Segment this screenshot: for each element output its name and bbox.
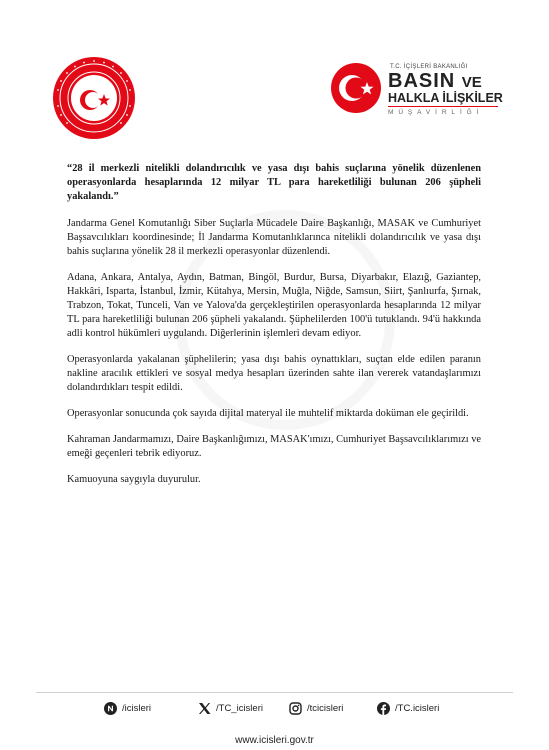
social-handle: /TC.icisleri bbox=[395, 703, 440, 714]
social-link-instagram[interactable] bbox=[289, 702, 343, 715]
brand-ministry-label: T.C. İÇİŞLERİ BAKANLIĞI bbox=[390, 64, 468, 70]
website-link[interactable]: www.icisleri.gov.tr bbox=[235, 735, 314, 746]
social-link-x[interactable] bbox=[198, 702, 263, 715]
social-handle: /icisleri bbox=[122, 703, 152, 714]
facebook-icon bbox=[377, 702, 390, 715]
press-release-body bbox=[67, 162, 481, 499]
paragraph: Kamuoyuna saygıyla duyurulur. bbox=[67, 474, 201, 485]
footer-divider bbox=[36, 692, 513, 693]
brand-basin: BASIN bbox=[388, 70, 456, 92]
nsosyal-icon bbox=[104, 702, 117, 715]
brand-subtitle: HALKLA İLİŞKİLER bbox=[388, 91, 503, 105]
x-icon bbox=[198, 702, 211, 715]
paragraph: Jandarma Genel Komutanlığı Siber Suçlarla Mücadele Daire Başkanlığı, MASAK ve Cumhuriyet Başsavcılıkları koordinesinde; İl Jandarma Komutanlıklarınca nitelikli dolandırıcılık ve yasa dışı bahis suçlarına yönelik 28 il merkezli operasyonlar düzenlendi. bbox=[67, 218, 481, 257]
social-handle: /TC_icisleri bbox=[216, 703, 263, 714]
crescent-star-icon bbox=[330, 62, 382, 114]
ministry-seal-logo bbox=[52, 56, 136, 140]
basin-halkla-iliskiler-logo bbox=[330, 62, 503, 124]
paragraph: Adana, Ankara, Antalya, Aydın, Batman, Bingöl, Burdur, Bursa, Diyarbakır, Elazığ, Gaziantep, Hakkâri, Isparta, İstanbul, İzmir, Kütahya, Mersin, Muğla, Niğde, Samsun, Siirt, Şanlıurfa, Şırnak, Trabzon, Tokat, Tunceli, Van ve Yalova'da gerçekleştirilen operasyonlarda hesaplarında 12 milyar TL para hareketliliği bulunan 206 şüpheli yakalandı. Şüphelilerden 100'ü tutuklandı. 94'ü hakkında adli kontrol hükümleri uygulandı. Diğerlerinin işlemleri devam ediyor. bbox=[67, 272, 481, 339]
paragraph: Kahraman Jandarmamızı, Daire Başkanlığımızı, MASAK'ımızı, Cumhuriyet Başsavcılıklarımızı ve emeği geçenleri tebrik ediyoruz. bbox=[67, 434, 481, 459]
brand-office-label: MÜŞAVİRLİĞİ bbox=[388, 109, 484, 116]
brand-divider bbox=[388, 106, 498, 107]
paragraph: Operasyonlarda yakalanan şüphelilerin; yasa dışı bahis oynattıkları, suçtan elde edilen paranın nakline aracılık ettikleri ve sosyal medya hesapları üzerinden sahte ilan vererek vatandaşlarımızı dolandırdıkları tespit edildi. bbox=[67, 354, 481, 393]
paragraph: Operasyonlar sonucunda çok sayıda dijital materyal ile muhtelif miktarda doküman ele geçirildi. bbox=[67, 408, 469, 419]
social-handle: /tcicisleri bbox=[307, 703, 344, 714]
instagram-icon bbox=[289, 702, 302, 715]
headline: “28 il merkezli nitelikli dolandırıcılık ve yasa dışı bahis suçlarına yönelik düzenlenen operasyonlarda hesaplarında 12 milyar TL para hareketliliği bulunan 206 şüpheli yakalandı.” bbox=[67, 163, 481, 202]
social-link-facebook[interactable] bbox=[377, 702, 439, 715]
brand-ve: VE bbox=[461, 74, 482, 91]
social-link-nsosyal[interactable] bbox=[104, 702, 151, 715]
brand-main-title bbox=[388, 71, 482, 93]
